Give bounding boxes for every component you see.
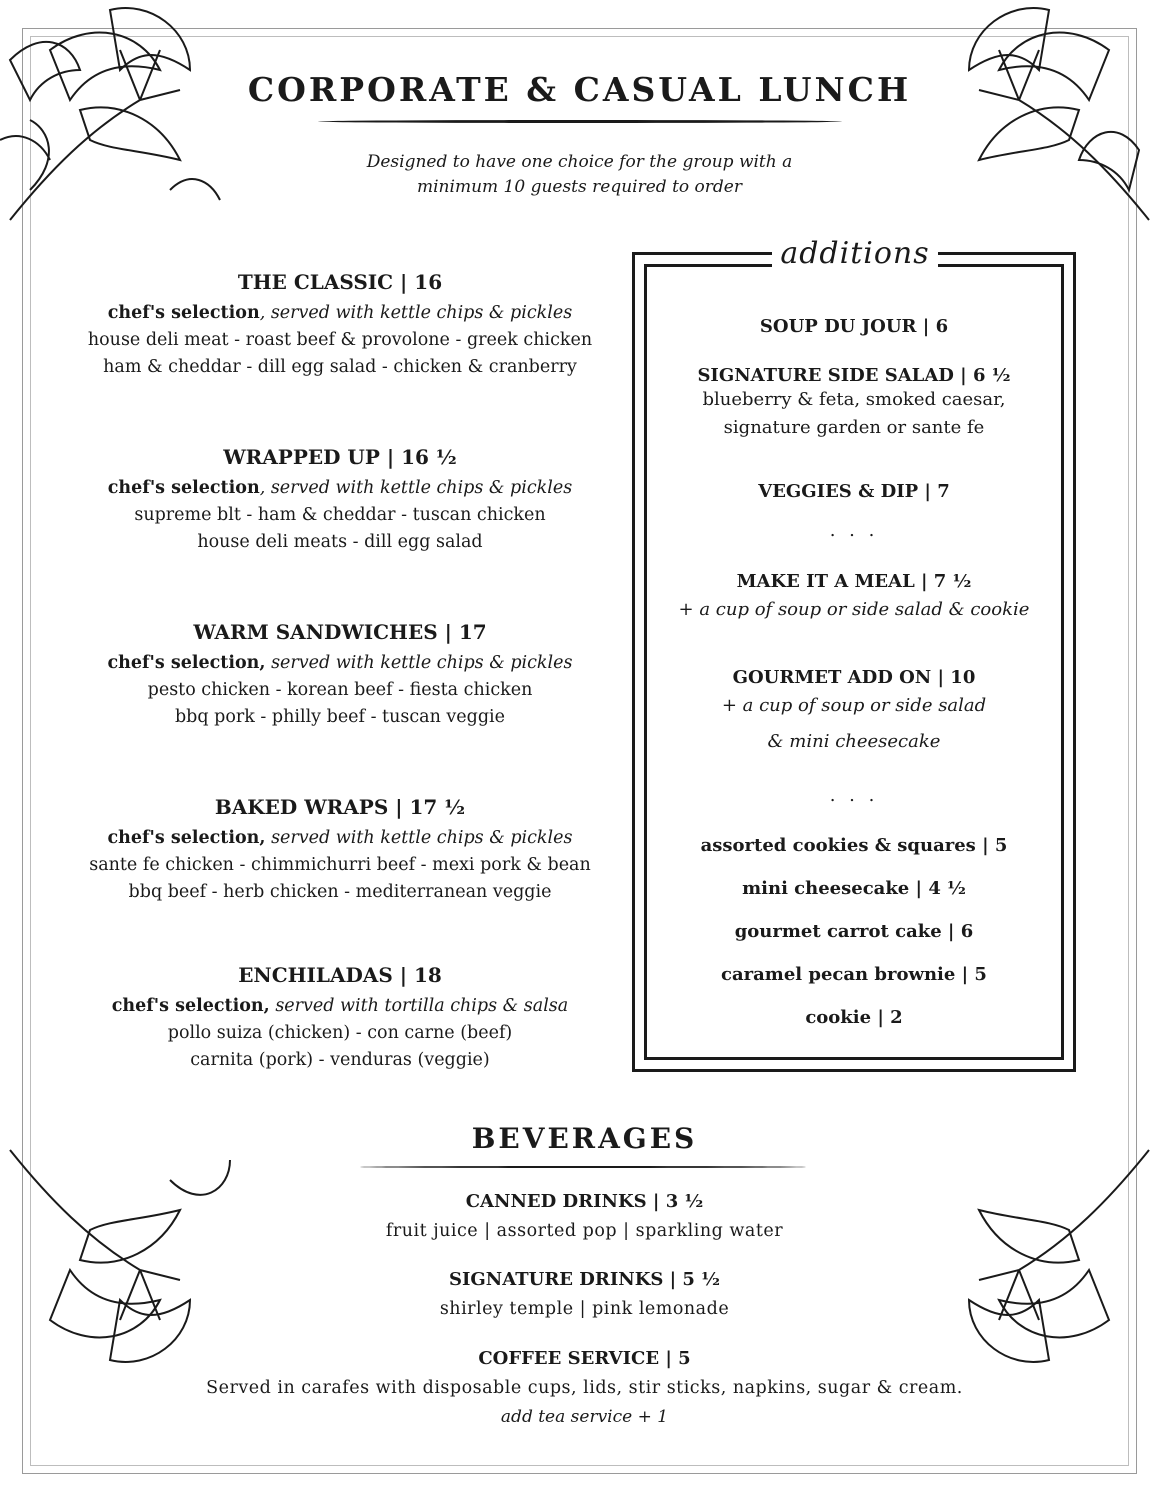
- item-intro: chef's selection, served with kettle chips & pickles: [107, 828, 573, 848]
- beverage-heading: COFFEE SERVICE | 5: [478, 1348, 691, 1369]
- beverage-heading: CANNED DRINKS | 3 ½: [465, 1191, 704, 1212]
- item-heading: WARM SANDWICHES | 17: [193, 620, 487, 644]
- addition-line: signature garden or sante fe: [723, 417, 985, 438]
- dessert-mini-cheesecake: mini cheesecake | 4 ½: [742, 878, 966, 899]
- item-heading: BAKED WRAPS | 17 ½: [214, 795, 466, 819]
- dessert-pecan-brownie: caramel pecan brownie | 5: [721, 964, 987, 985]
- beverage-line: shirley temple | pink lemonade: [439, 1299, 730, 1319]
- addition-side-salad: [644, 365, 1064, 442]
- menu-subtitle: [0, 150, 1159, 200]
- lily-illustration-bottom-right: [909, 1120, 1159, 1380]
- lily-illustration-bottom-left: [0, 1120, 250, 1380]
- item-line: house deli meats - dill egg salad: [197, 532, 483, 552]
- lily-illustration-top-right: [909, 0, 1159, 250]
- item-line: carnita (pork) - venduras (veggie): [190, 1050, 490, 1070]
- additions-title-wrap: [772, 232, 938, 276]
- addition-heading: GOURMET ADD ON | 10: [732, 667, 976, 688]
- dessert-cookies-squares: assorted cookies & squares | 5: [700, 835, 1008, 856]
- item-line: pesto chicken - korean beef - fiesta chicken: [147, 680, 533, 700]
- addition-veggies: [644, 481, 1064, 502]
- item-heading: THE CLASSIC | 16: [237, 270, 443, 294]
- addition-gourmet: [644, 667, 1064, 760]
- addition-heading: VEGGIES & DIP | 7: [758, 481, 950, 502]
- subtitle-line: minimum 10 guests required to order: [417, 177, 742, 197]
- dessert-cookie: cookie | 2: [805, 1007, 903, 1028]
- subtitle-line: Designed to have one choice for the group with a: [366, 152, 793, 172]
- item-intro: chef's selection, served with tortilla chips & salsa: [111, 996, 569, 1016]
- section-dots: . . .: [829, 520, 879, 541]
- menu-item-the-classic: [60, 270, 620, 381]
- menu-item-warm-sandwiches: [60, 620, 620, 731]
- item-line: sante fe chicken - chimmichurri beef - mexi pork & bean: [89, 855, 591, 875]
- item-heading: ENCHILADAS | 18: [238, 963, 442, 987]
- item-heading: WRAPPED UP | 16 ½: [223, 445, 457, 469]
- beverage-line: Served in carafes with disposable cups, lids, stir sticks, napkins, sugar & cream.: [206, 1378, 963, 1398]
- menu-item-wrapped-up: [60, 445, 620, 556]
- addition-make-it-a-meal: [644, 571, 1064, 628]
- menu-item-enchiladas: [60, 963, 620, 1074]
- addition-line: blueberry & feta, smoked caesar,: [702, 389, 1006, 410]
- lily-illustration-top-left: [0, 0, 250, 250]
- addition-line: + a cup of soup or side salad & cookie: [678, 599, 1030, 620]
- item-line: ham & cheddar - dill egg salad - chicken & cranberry: [103, 357, 577, 377]
- title-divider: [318, 120, 842, 123]
- beverage-line: fruit juice | assorted pop | sparkling water: [385, 1221, 784, 1241]
- menu-title: CORPORATE & CASUAL LUNCH: [247, 70, 912, 109]
- addition-line: + a cup of soup or side salad: [721, 695, 987, 716]
- addition-heading: SIGNATURE SIDE SALAD | 6 ½: [697, 365, 1011, 386]
- beverage-coffee: [0, 1345, 1159, 1431]
- addition-heading: MAKE IT A MEAL | 7 ½: [736, 571, 972, 592]
- beverages-divider: [360, 1166, 806, 1168]
- beverage-heading: SIGNATURE DRINKS | 5 ½: [449, 1269, 720, 1290]
- addition-heading: SOUP DU JOUR | 6: [759, 316, 949, 337]
- section-dots: . . .: [829, 785, 879, 806]
- item-intro: chef's selection, served with kettle chips & pickles: [107, 303, 573, 323]
- addition-soup: [644, 316, 1064, 337]
- item-intro: chef's selection, served with kettle chips & pickles: [107, 478, 573, 498]
- beverage-signature: [0, 1266, 1159, 1324]
- beverage-note: add tea service + 1: [500, 1407, 669, 1427]
- addition-line: & mini cheesecake: [767, 731, 941, 752]
- menu-item-baked-wraps: [60, 795, 620, 906]
- additions-title: additions: [780, 236, 930, 271]
- item-line: house deli meat - roast beef & provolone - greek chicken: [87, 330, 593, 350]
- item-intro: chef's selection, served with kettle chips & pickles: [107, 653, 573, 673]
- item-line: bbq beef - herb chicken - mediterranean veggie: [128, 882, 552, 902]
- beverages-title: BEVERAGES: [471, 1122, 698, 1155]
- item-line: supreme blt - ham & cheddar - tuscan chicken: [134, 505, 546, 525]
- dessert-carrot-cake: gourmet carrot cake | 6: [734, 921, 974, 942]
- beverage-canned: [0, 1188, 1159, 1246]
- item-line: bbq pork - philly beef - tuscan veggie: [174, 707, 505, 727]
- item-line: pollo suiza (chicken) - con carne (beef): [167, 1023, 513, 1043]
